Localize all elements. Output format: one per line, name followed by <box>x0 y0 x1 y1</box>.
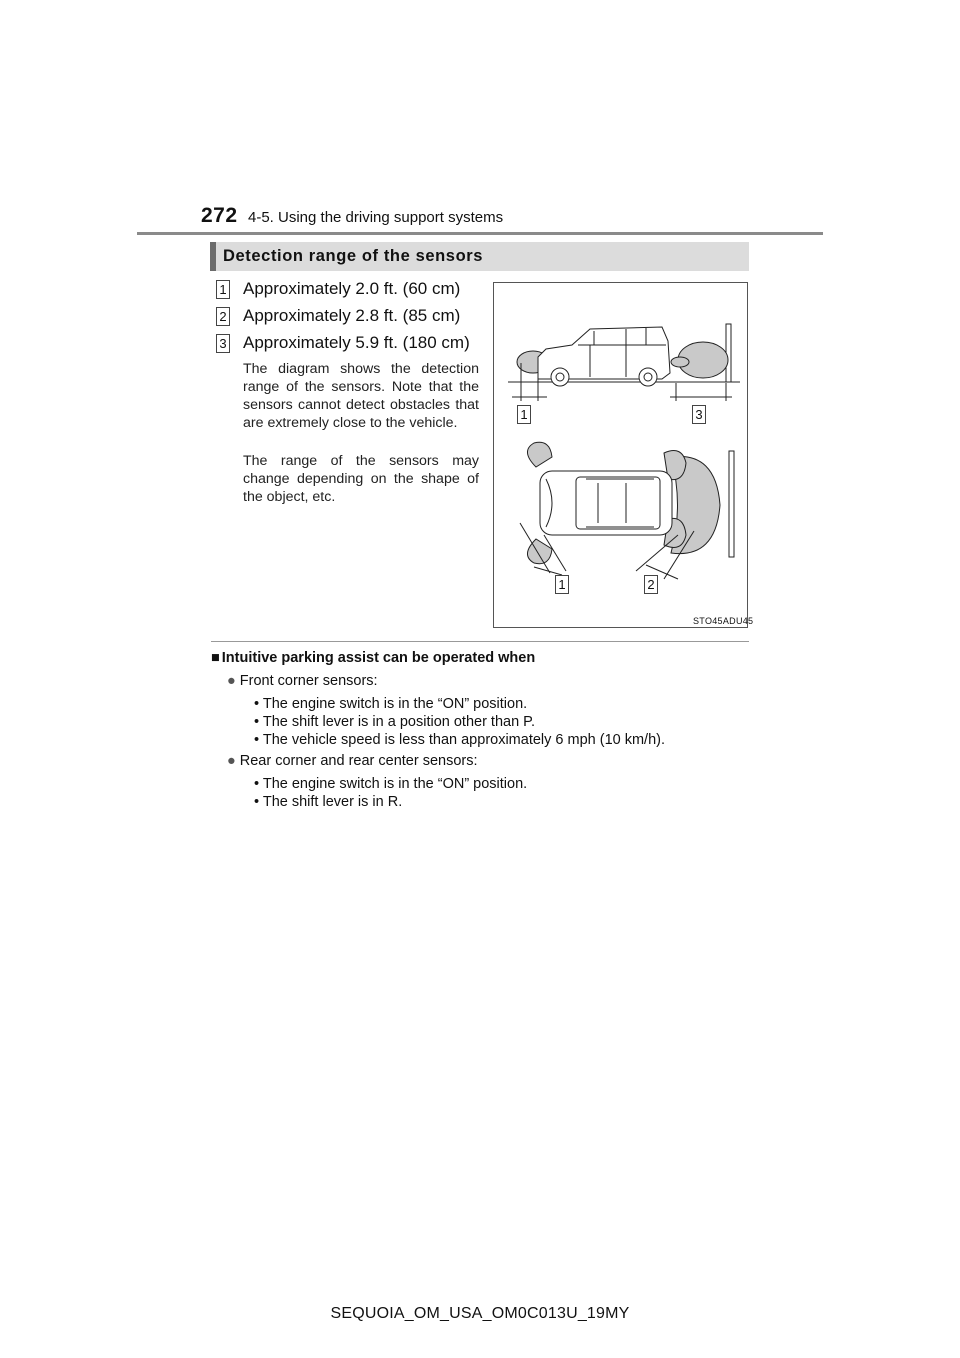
top-wall <box>729 451 734 557</box>
range-item-1: Approximately 2.0 ft. (60 cm) <box>243 279 461 298</box>
range-item-3: Approximately 5.9 ft. (180 cm) <box>243 333 470 352</box>
description-paragraph-2: The range of the sensors may change depending on the shape of the object, etc. <box>243 453 479 505</box>
note-item: • The shift lever is in R. <box>254 794 403 810</box>
range-item-2: Approximately 2.8 ft. (85 cm) <box>243 306 461 325</box>
side-wall <box>726 324 731 382</box>
circle-bullet-icon: ● <box>227 753 236 769</box>
note-item-text: The engine switch is in the “ON” position. <box>262 696 528 712</box>
notes-heading-text: Intuitive parking assist can be operated when <box>221 650 536 666</box>
notes-divider <box>211 641 749 642</box>
note-item: • The shift lever is in a position other than P. <box>254 714 536 730</box>
note-group-label: Rear corner and rear center sensors: <box>239 753 478 769</box>
circle-bullet-icon: ● <box>227 673 236 689</box>
figure-label-1-top: 1 <box>555 575 569 594</box>
note-item: • The engine switch is in the “ON” position. <box>254 696 528 712</box>
note-group-front <box>227 673 378 689</box>
header-rule <box>137 232 823 235</box>
description-paragraph-1: The diagram shows the detection range of the sensors. Note that the sensors cannot detect obstacles that are extremely close to the vehicle. <box>243 361 479 431</box>
note-item-text: The shift lever is in a position other than P. <box>262 714 536 730</box>
figure-code: STO45ADU45 <box>693 616 754 626</box>
range-number-3: 3 <box>216 334 230 353</box>
front-wheel <box>551 368 569 386</box>
rear-wheel <box>639 368 657 386</box>
note-item: • The engine switch is in the “ON” position. <box>254 776 528 792</box>
note-item: • The vehicle speed is less than approximately 6 mph (10 km/h). <box>254 732 666 748</box>
front-corner-range-top-1 <box>527 442 552 467</box>
range-number-2: 2 <box>216 307 230 326</box>
page-title: Detection range of the sensors <box>223 247 484 265</box>
note-group-label: Front corner sensors: <box>239 673 378 689</box>
notes-heading <box>211 650 535 666</box>
range-number-1: 1 <box>216 280 230 299</box>
note-item-text: The shift lever is in R. <box>262 794 403 810</box>
page-number: 272 <box>201 204 238 227</box>
sensor-diagram <box>494 283 747 627</box>
note-item-text: The vehicle speed is less than approximately 6 mph (10 km/h). <box>262 732 666 748</box>
section-title: 4-5. Using the driving support systems <box>248 209 504 226</box>
footer-doc-id: SEQUOIA_OM_USA_OM0C013U_19MY <box>330 1305 630 1322</box>
note-group-rear <box>227 753 478 769</box>
figure-label-1-side: 1 <box>517 405 531 424</box>
sensor-range-figure <box>493 282 748 628</box>
square-bullet-icon: ■ <box>211 650 220 666</box>
note-item-text: The engine switch is in the “ON” position. <box>262 776 528 792</box>
figure-label-3-side: 3 <box>692 405 706 424</box>
rear-corner-range-side <box>671 357 689 367</box>
figure-label-2-top: 2 <box>644 575 658 594</box>
